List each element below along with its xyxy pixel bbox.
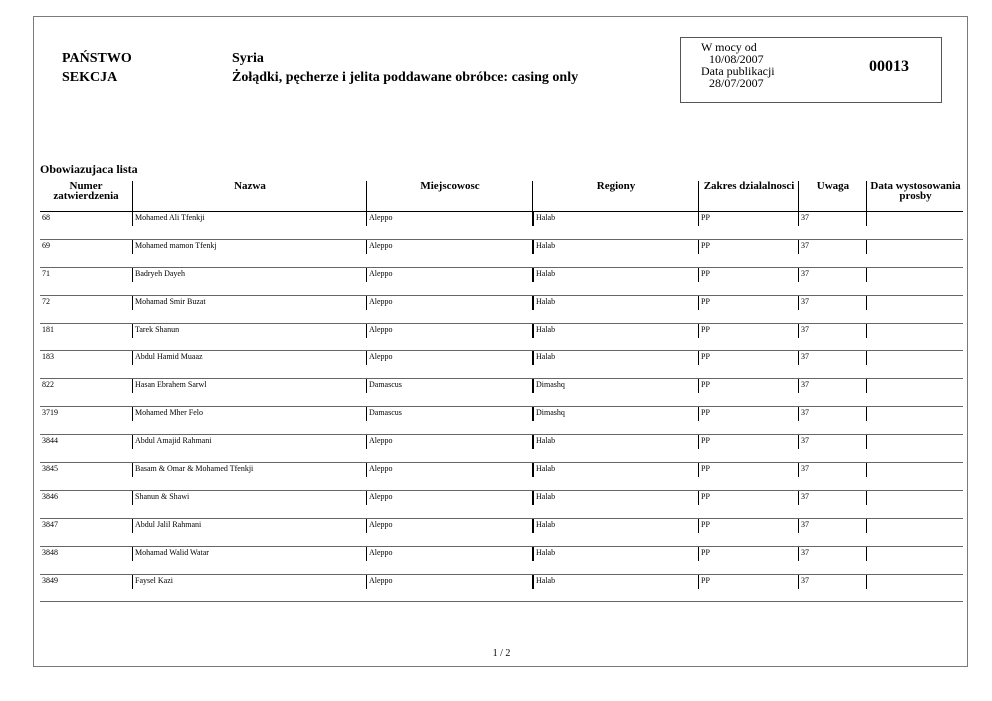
- cell-name: Hasan Ebrahem Sarwl: [132, 379, 365, 393]
- cell-region: Halab: [532, 575, 697, 589]
- cell-remark: 37: [798, 212, 865, 226]
- cell-remark: 37: [798, 491, 865, 505]
- cell-region: Halab: [532, 212, 697, 226]
- country-name: Syria: [232, 51, 264, 66]
- column-activities: Zakres dzialalnosci: [698, 181, 799, 211]
- cell-region: Halab: [532, 268, 697, 282]
- table-row: [40, 268, 963, 296]
- cell-activity: PP: [698, 463, 797, 477]
- cell-remark: 37: [798, 268, 865, 282]
- cell-name: Abdul Jalil Rahmani: [132, 519, 365, 533]
- cell-activity: PP: [698, 351, 797, 365]
- cell-city: Aleppo: [366, 351, 531, 365]
- column-approval-number-line2: zatwierdzenia: [53, 190, 119, 202]
- column-remark: Uwaga: [798, 181, 867, 211]
- cell-application-date: [866, 463, 962, 477]
- table-row: [40, 240, 963, 268]
- cell-region: Dimashq: [532, 379, 697, 393]
- cell-activity: PP: [698, 575, 797, 589]
- cell-name: Mohamad Walid Watar: [132, 547, 365, 561]
- table-row: [40, 407, 963, 435]
- cell-application-date: [866, 519, 962, 533]
- column-regions: Regiony: [532, 181, 699, 211]
- cell-activity: PP: [698, 268, 797, 282]
- cell-name: Mohamed Mher Felo: [132, 407, 365, 421]
- column-application-date-line2: prosby: [899, 190, 932, 202]
- cell-region: Halab: [532, 240, 697, 254]
- table-row: [40, 296, 963, 324]
- cell-application-date: [866, 351, 962, 365]
- cell-application-date: [866, 491, 962, 505]
- section-name: Żołądki, pęcherze i jelita poddawane obróbce: casing only: [232, 70, 579, 85]
- in-force-label: W mocy od: [701, 40, 757, 54]
- publication-box: [680, 37, 942, 103]
- cell-remark: 37: [798, 547, 865, 561]
- cell-name: Faysel Kazi: [132, 575, 365, 589]
- cell-name: Mohamad Smir Buzat: [132, 296, 365, 310]
- establishment-table: [40, 212, 963, 602]
- section-label: SEKCJA: [62, 70, 118, 85]
- cell-remark: 37: [798, 351, 865, 365]
- cell-remark: 37: [798, 379, 865, 393]
- column-application-date-line1: Data wystosowania: [870, 180, 961, 192]
- table-row: [40, 519, 963, 547]
- cell-name: Shanun & Shawi: [132, 491, 365, 505]
- column-approval-number: [40, 181, 132, 201]
- cell-region: Dimashq: [532, 407, 697, 421]
- cell-application-date: [866, 268, 962, 282]
- published-date: 28/07/2007: [709, 76, 764, 90]
- cell-region: Halab: [532, 547, 697, 561]
- cell-application-date: [866, 212, 962, 226]
- cell-remark: 37: [798, 240, 865, 254]
- cell-city: Aleppo: [366, 463, 531, 477]
- list-title: Obowiazujaca lista: [40, 162, 138, 176]
- cell-activity: PP: [698, 240, 797, 254]
- cell-region: Halab: [532, 351, 697, 365]
- cell-activity: PP: [698, 435, 797, 449]
- cell-activity: PP: [698, 379, 797, 393]
- cell-approval-number: 3844: [42, 436, 58, 446]
- cell-remark: 37: [798, 296, 865, 310]
- table-header: [40, 181, 963, 212]
- table-row: [40, 463, 963, 491]
- cell-application-date: [866, 296, 962, 310]
- publication-dates: [701, 41, 775, 89]
- cell-approval-number: 3849: [42, 575, 58, 585]
- column-name: Nazwa: [132, 181, 367, 211]
- cell-city: Aleppo: [366, 519, 531, 533]
- cell-city: Aleppo: [366, 575, 531, 589]
- cell-remark: 37: [798, 324, 865, 338]
- column-application-date: [866, 181, 964, 211]
- cell-region: Halab: [532, 296, 697, 310]
- cell-remark: 37: [798, 407, 865, 421]
- cell-name: Mohamed mamon Tfenkj: [132, 240, 365, 254]
- cell-region: Halab: [532, 324, 697, 338]
- cell-approval-number: 183: [42, 352, 54, 362]
- cell-name: Basam & Omar & Mohamed Tfenkji: [132, 463, 365, 477]
- cell-approval-number: 181: [42, 324, 54, 334]
- column-city: Miejscowosc: [366, 181, 533, 211]
- cell-activity: PP: [698, 547, 797, 561]
- table-row: [40, 575, 963, 603]
- cell-approval-number: 3847: [42, 519, 58, 529]
- table-row: [40, 547, 963, 575]
- cell-remark: 37: [798, 463, 865, 477]
- cell-activity: PP: [698, 324, 797, 338]
- cell-remark: 37: [798, 575, 865, 589]
- cell-city: Aleppo: [366, 296, 531, 310]
- cell-region: Halab: [532, 491, 697, 505]
- cell-approval-number: 822: [42, 380, 54, 390]
- cell-city: Aleppo: [366, 268, 531, 282]
- header-values: [232, 49, 578, 87]
- cell-approval-number: 3845: [42, 464, 58, 474]
- cell-approval-number: 3848: [42, 547, 58, 557]
- header-labels: [62, 49, 132, 87]
- table-row: [40, 435, 963, 463]
- cell-application-date: [866, 240, 962, 254]
- cell-remark: 37: [798, 435, 865, 449]
- table-row: [40, 491, 963, 519]
- cell-activity: PP: [698, 491, 797, 505]
- document-page: [33, 16, 968, 667]
- cell-region: Halab: [532, 519, 697, 533]
- cell-name: Abdul Amajid Rahmani: [132, 435, 365, 449]
- column-approval-number-line1: Numer: [69, 180, 103, 192]
- cell-approval-number: 3719: [42, 408, 58, 418]
- cell-city: Aleppo: [366, 212, 531, 226]
- in-force-date: 10/08/2007: [709, 52, 764, 66]
- cell-city: Aleppo: [366, 491, 531, 505]
- cell-application-date: [866, 435, 962, 449]
- cell-application-date: [866, 379, 962, 393]
- page-indicator: 1 / 2: [492, 648, 511, 659]
- cell-activity: PP: [698, 407, 797, 421]
- cell-approval-number: 69: [42, 240, 50, 250]
- reference-number: 00013: [869, 58, 909, 75]
- cell-city: Damascus: [366, 379, 531, 393]
- cell-approval-number: 71: [42, 268, 50, 278]
- table-row: [40, 379, 963, 407]
- cell-application-date: [866, 407, 962, 421]
- cell-region: Halab: [532, 463, 697, 477]
- cell-application-date: [866, 547, 962, 561]
- state-label: PAŃSTWO: [62, 51, 132, 66]
- cell-name: Abdul Hamid Muaaz: [132, 351, 365, 365]
- cell-name: Mohamed Ali Tfenkji: [132, 212, 365, 226]
- cell-application-date: [866, 324, 962, 338]
- cell-activity: PP: [698, 212, 797, 226]
- cell-city: Damascus: [366, 407, 531, 421]
- cell-approval-number: 3846: [42, 491, 58, 501]
- cell-name: Tarek Shanun: [132, 324, 365, 338]
- table-row: [40, 212, 963, 240]
- cell-name: Badryeh Dayeh: [132, 268, 365, 282]
- cell-region: Halab: [532, 435, 697, 449]
- cell-remark: 37: [798, 519, 865, 533]
- cell-activity: PP: [698, 519, 797, 533]
- table-row: [40, 351, 963, 379]
- cell-city: Aleppo: [366, 324, 531, 338]
- published-label: Data publikacji: [701, 64, 775, 78]
- cell-city: Aleppo: [366, 240, 531, 254]
- cell-approval-number: 68: [42, 213, 50, 222]
- cell-activity: PP: [698, 296, 797, 310]
- cell-city: Aleppo: [366, 547, 531, 561]
- cell-city: Aleppo: [366, 435, 531, 449]
- cell-approval-number: 72: [42, 296, 50, 306]
- cell-application-date: [866, 575, 962, 589]
- table-row: [40, 324, 963, 352]
